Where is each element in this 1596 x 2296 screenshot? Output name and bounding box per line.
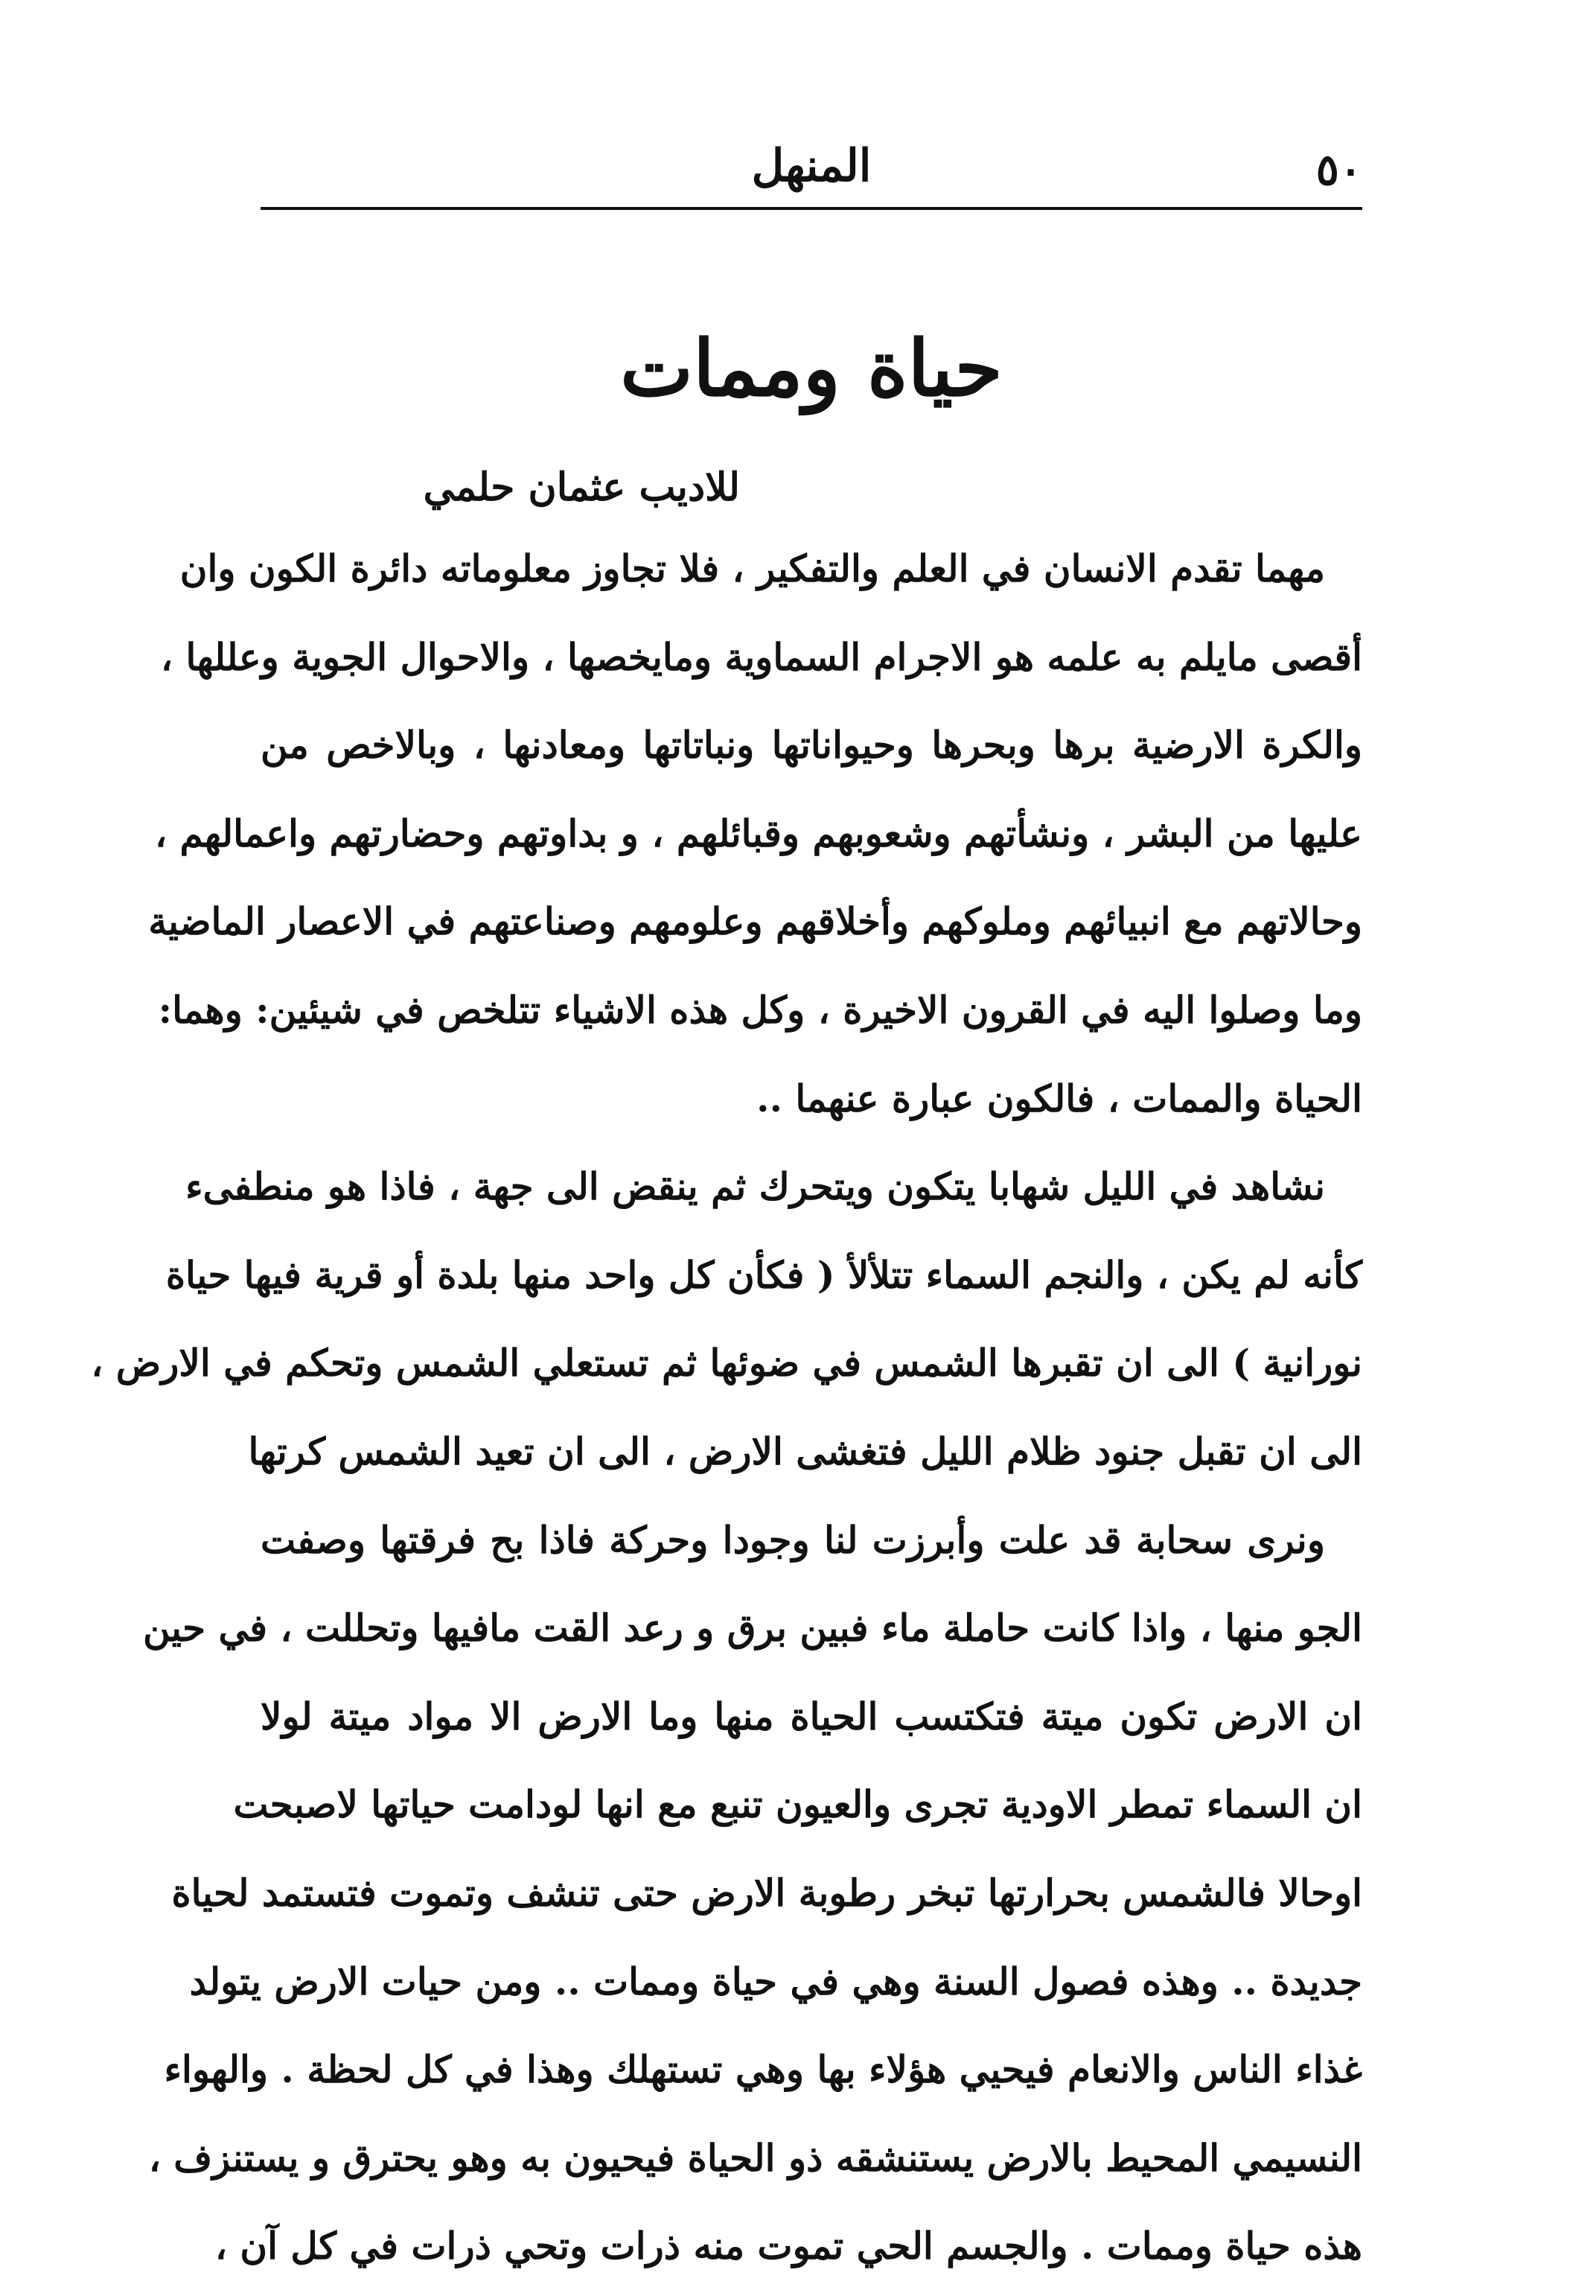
- author-byline: للاديب عثمان حلمي: [423, 465, 740, 510]
- text-line: اوحالا فالشمس بحرارتها تبخر رطوبة الارض حتى تنشف وتموت فتستمد لحياة: [171, 1870, 1362, 1915]
- journal-name: المنهل: [751, 140, 872, 192]
- text-line: أقصى مايلم به علمه هو الاجرام السماوية ومايخصها ، والاحوال الجوية وعللها ،: [160, 634, 1362, 679]
- text-line: ان الارض تكون ميتة فتكتسب الحياة منها وما الارض الا مواد ميتة لولا: [261, 1694, 1362, 1738]
- running-header: [261, 133, 1362, 207]
- text-line: النسيمي المحيط بالارض يستنشقه ذو الحياة فيحيون به وهو يحترق و يستنزف ،: [148, 2135, 1362, 2180]
- text-line: نورانية ) الى ان تقبرها الشمس في ضوئها ثم تستعلي الشمس وتحكم في الارض ،: [91, 1341, 1362, 1385]
- article-body: [91, 525, 1362, 2291]
- article-title: حياة وممات: [620, 322, 1003, 414]
- text-line: ان السماء تمطر الاودية تجرى والعيون تنبع مع انها لودامت حياتها لاصبحت: [233, 1782, 1362, 1827]
- text-line: غذاء الناس والانعام فيحيي هؤلاء بها وهي تستهلك وهذا في كل لحظة . والهواء: [164, 2047, 1362, 2092]
- text-line: وحالاتهم مع انبيائهم وملوكهم وأخلاقهم وعلومهم وصناعتهم في الاعصار الماضية: [148, 899, 1362, 944]
- page-number: ٥٠: [1315, 144, 1362, 195]
- text-line: ونرى سحابة قد علت وأبرزت لنا وجودا وحركة فاذا بح فرقتها وصفت: [261, 1517, 1325, 1562]
- text-line: كأنه لم يكن ، والنجم السماء تتلألأ ( فكأن كل واحد منها بلدة أو قرية فيها حياة: [165, 1252, 1362, 1297]
- text-line: هذه حياة وممات . والجسم الحي تموت منه ذرات وتحي ذرات في كل آن ،: [214, 2224, 1362, 2268]
- text-line: مهما تقدم الانسان في العلم والتفكير ، فلا تجاوز معلوماته دائرة الكون وان: [179, 546, 1325, 590]
- text-line: الجو منها ، واذا كانت حاملة ماء فبين برق و رعد القت مافيها وتحللت ، في حين: [142, 1606, 1362, 1651]
- text-line: جديدة .. وهذه فصول السنة وهي في حياة وممات .. ومن حيات الارض يتولد: [189, 1959, 1362, 2003]
- text-line: نشاهد في الليل شهابا يتكون ويتحرك ثم ينقض الى جهة ، فاذا هو منطفىء: [185, 1164, 1325, 1209]
- text-line: وما وصلوا اليه في القرون الاخيرة ، وكل هذه الاشياء تتلخص في شيئين: وهما:: [158, 987, 1362, 1032]
- header-rule: [261, 207, 1362, 210]
- text-line: عليها من البشر ، ونشأتهم وشعوبهم وقبائلهم ، و بداوتهم وحضارتهم واعمالهم ،: [154, 811, 1362, 855]
- text-line: والكرة الارضية برها وبحرها وحيواناتها ونباتاتها ومعادنها ، وبالاخص من: [261, 723, 1362, 768]
- text-line: الحياة والممات ، فالكون عبارة عنهما ..: [756, 1076, 1362, 1120]
- text-line: الى ان تقبل جنود ظلام الليل فتغشى الارض ، الى ان تعيد الشمس كرتها: [248, 1429, 1362, 1473]
